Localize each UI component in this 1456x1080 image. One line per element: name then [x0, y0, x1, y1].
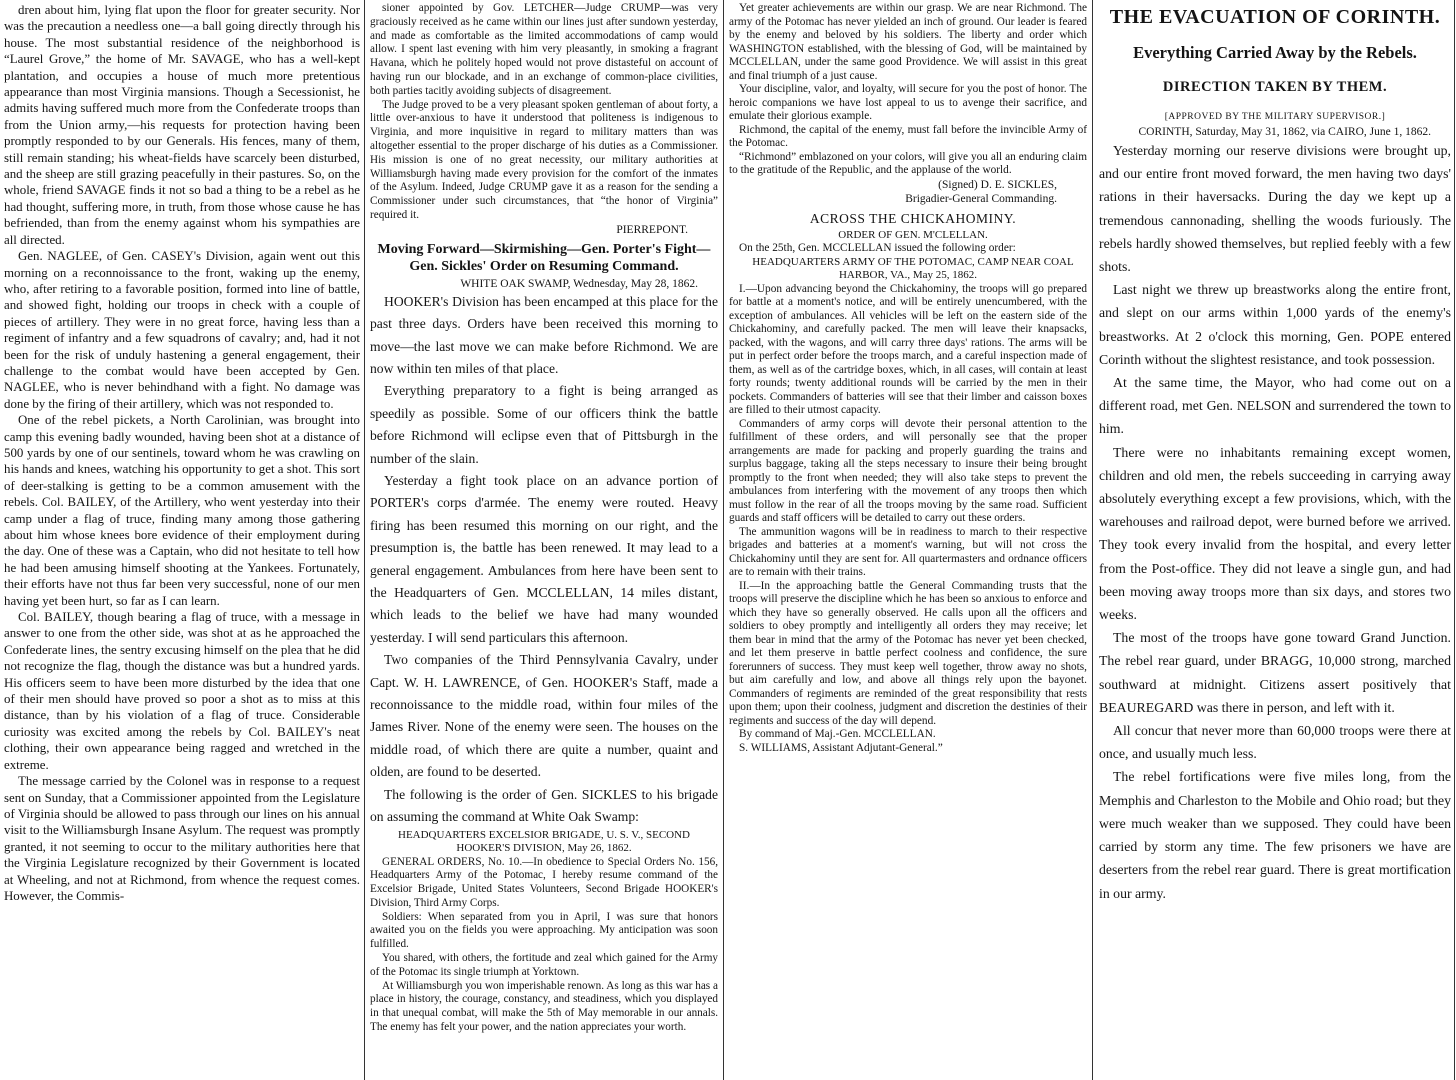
paragraph: Everything preparatory to a fight is being arranged as speedily as possible. Some of our officers think the battle before Richmond will eclipse even that of Pittsburgh in the number of the slain.: [370, 383, 718, 466]
column-1: [4, 2, 360, 904]
paragraph: HOOKER's Division has been encamped at this place for the past three days. Orders have been received this morning to move—the last move we can make before Richmond. We are now within ten miles of that place.: [370, 293, 718, 376]
paragraph: At Williamsburgh you won imperishable renown. As long as this war has a place in history, the courage, constancy, and steadiness, which you displayed in that unequal combat, will make the 5th of May memorable in our annals. The enemy has felt your power, and the nation appreciates your worth.: [370, 979, 718, 1034]
column-4: [1099, 2, 1451, 905]
paragraph: S. WILLIAMS, Assistant Adjutant-General.”: [739, 741, 943, 754]
paragraph: Gen. NAGLEE, of Gen. CASEY's Division, again went out this morning on a reconnoissance to the front, waking up the enemy, who, after retiring to a favorable position, formed into line of battle, and showed fight, holding our troops in check with a couple of pieces of artillery. They were in no great force, having less than a regiment of infantry and a few squadrons of cavalry; and, had it not been for the risk of unduly hastening a general engagement, their challenge to the combat would have been accepted by Gen. NAGLEE, who is never behindhand with a fight. No damage was done by the firing of their artillery, which was not responded to.: [4, 249, 360, 411]
paragraph: All concur that never more than 60,000 troops were there at once, and usually much less.: [1099, 723, 1451, 762]
paragraph: dren about him, lying flat upon the floor for greater security. Nor was the precaution a needless one—a ball going directly through his house. The most substantial residence of the neighborhood is “Laurel Grove,” the home of Mr. SAVAGE, who has a well-kept plantation, and occupies a house of much more pretentious appearance than most Virginia mansions. Though a Secessionist, he admits having suffered much more from the Confederate troops than from the Union army,—his requests for protection having been promptly responded to by our Generals. His fences, many of them, still remain standing; his wheat-fields have scarcely been disturbed, and the sheep are still grazing peacefully in their pastures. So, on the whole, friend SAVAGE finds it not so bad a thing to be a rebel as he had thought, suffering more, in truth, from those whose cause he has befriended, than from the enemy against whom his sympathies are all directed.: [4, 3, 360, 247]
editorial-note: [APPROVED BY THE MILITARY SUPERVISOR.]: [1164, 112, 1386, 122]
column-2: [370, 2, 718, 1035]
column-3: [729, 2, 1087, 755]
column-rule: [364, 0, 365, 1080]
paragraph: I.—Upon advancing beyond the Chickahominy, the troops will go prepared for battle at a moment's notice, and will be entirely unencumbered, with the exception of ambulances. All vehicles will be left on the eastern side of the Chickahominy, and carefully packed. The men will leave their knapsacks, packed, with the wagons, and will carry three days' rations. The arms will be put in perfect order before the troops march, and a careful inspection made of them, as well as of the cartridge boxes, which, in all cases, will contain at least forty rounds; twenty additional rounds will be carried by the men in their pockets. Commanders of batteries will see that their limber and caisson boxes are filled to their utmost capacity.: [729, 282, 1087, 416]
paragraph: Col. BAILEY, though bearing a flag of truce, with a message in answer to one from the other side, was shot at as he approached the Confederate lines, the sentry excusing himself on the plea that he did not recognize the flag, though the distance was but a hundred yards. His officers seem to have been more disturbed by the idea that one of their men should have proved so poor a shot as to miss at this distance, than by his violation of a flag of truce. Considerable curiosity was excited among the rebels by Col. BAILEY's neat clothing, their own appearance being ragged and wretched in the extreme.: [4, 610, 360, 772]
article-subhead: DIRECTION TAKEN BY THEM.: [1162, 79, 1388, 95]
paragraph: Commanders of army corps will devote their personal attention to the fulfillment of these orders, and will personally see that the proper arrangements are made for packing and properly guarding the trains and surplus baggage, taking all the steps necessary to insure their being brought promptly to the front when needed; they will also take steps to prevent the ambulances from interfering with the movement of any troops then which must follow in the rear of all the troops moving by the same road. Sufficient guards and staff officers will be detailed to carry out these orders.: [729, 417, 1087, 524]
paragraph: Richmond, the capital of the enemy, must fall before the invincible Army of the Potomac.: [729, 123, 1087, 149]
signature: (Signed) D. E. SICKLES,: [938, 178, 1057, 191]
paragraph: sioner appointed by Gov. LETCHER—Judge CRUMP—was very graciously received as he came within our lines just after sundown yesterday, and made as comfortable as the limited accommodations of camp would allow. I spent last evening with him very pleasantly, in smoking a fragrant Havana, which he politely hoped would not prove distasteful on account of having run our blockade, and in an exchange of common-place civilities, both parties tacitly avoiding subjects of disagreement.: [370, 2, 718, 97]
paragraph: The Judge proved to be a very pleasant spoken gentleman of about forty, a little over-anxious to have it understood that politeness is indigenous to Virginia, and more inquisitive in regard to military matters than was altogether essential to the proper discharge of his duties as a Commissioner. His mission is one of no great necessity, our military authorities at Williamsburgh having made every provision for the comfort of the inmates of the Asylum. Indeed, Judge CRUMP gave it as a reason for the sending a Commissioner under such circumstances, that “the honor of Virginia” required it.: [370, 98, 718, 221]
order-header: HEADQUARTERS ARMY OF THE POTOMAC, CAMP NEAR COAL HARBOR, VA., May 25, 1862.: [752, 255, 1074, 281]
dateline: WHITE OAK SWAMP, Wednesday, May 28, 1862.: [460, 277, 698, 290]
paragraph: By command of Maj.-Gen. MCCLELLAN.: [739, 728, 936, 740]
paragraph: Two companies of the Third Pennsylvania Cavalry, under Capt. W. H. LAWRENCE, of Gen. HOOKER's Staff, made a reconnoissance to the middle road, within four miles of the James River. None of the enemy were seen. The houses on the middle road, of which there are quite a number, quaint and olden, are found to be deserted.: [370, 652, 718, 780]
column-rule: [723, 0, 724, 1080]
order-header: HEADQUARTERS EXCELSIOR BRIGADE, U. S. V., SECOND HOOKER'S DIVISION, May 26, 1862.: [398, 828, 690, 854]
signature: Brigadier-General Commanding.: [905, 192, 1057, 205]
paragraph: One of the rebel pickets, a North Carolinian, was brought into camp this evening badly wounded, having been shot at a distance of 500 yards by one of our sentinels, toward whom he was crawling on his hands and knees, watching his opportunity to get a shot. This sort of deer-stalking is getting to be a common amusement with the rebels. Col. BAILEY, of the Artillery, who went yesterday into their camp under a flag of truce, finding many among those gathering about him whose knees bore evidence of their employment during the day. One of these was a Captain, who did not hesitate to tell how he had been amusing himself shooting at the Yankees. Fortunately, their efforts have not thus far been very successful, none of our men having yet been hurt, so far as I can learn.: [4, 413, 360, 608]
column-rule: [1092, 0, 1093, 1080]
paragraph: At the same time, the Mayor, who had come out on a different road, met Gen. NELSON and surrendered the town to him.: [1099, 375, 1451, 437]
paragraph: II.—In the approaching battle the General Commanding trusts that the troops will preserve the discipline which he has been so anxious to enforce and which they have so generally observed. He calls upon all the officers and soldiers to obey promptly and intelligently all orders they may receive; let them bear in mind that the army of the Potomac has never yet been checked, and let them preserve in battle perfect coolness and confidence, the sure forerunners of success. They must keep well together, throw away no shots, but aim carefully and low, and above all things rely upon the bayonet. Commanders of regiments are reminded of the great responsibility that rests upon them; upon their coolness, judgment and discretion the destinies of their regiments and success of the day will depend.: [729, 579, 1087, 727]
article-subtitle: Everything Carried Away by the Rebels.: [1133, 43, 1417, 62]
paragraph: The message carried by the Colonel was in response to a request sent on Sunday, that a Commissioner appointed from the Legislature of Virginia should be allowed to pass through our lines on his annual visit to the Williamsburgh Insane Asylum. The request was promptly granted, it not seeming to occur to the military authorities here that the Virginia Legislature recognized by their Government is located at Wheeling, and not at Richmond, from whence the request comes. However, the Commis-: [4, 774, 360, 903]
section-heading: Moving Forward—Skirmishing—Gen. Porter's Fight—Gen. Sickles' Order on Resuming Command.: [377, 241, 711, 274]
paragraph: Yet greater achievements are within our grasp. We are near Richmond. The army of the Potomac has never yielded an inch of ground. Our leader is feared by the enemy and beloved by his soldiers. The liberty and order which WASHINGTON established, with the blessing of God, will be maintained by MCCLELLAN, under the same good Providence. We will assist in this great and final triumph of a just cause.: [729, 2, 1087, 82]
paragraph: You shared, with others, the fortitude and zeal which gained for the Army of the Potomac its single triumph at Yorktown.: [370, 952, 718, 978]
paragraph: Yesterday a fight took place on an advance portion of PORTER's corps d'armée. The enemy were routed. Heavy firing has been resumed this morning on our right, and the presumption is, the battle has been renewed. It may lead to a general engagement. Ambulances from here have been sent to the Headquarters of Gen. MCCLELLAN, 14 miles distant, which leads to the belief we have had many wounded yesterday. I will send particulars this afternoon.: [370, 473, 718, 645]
signature: PIERREPONT.: [616, 223, 688, 236]
paragraph: The following is the order of Gen. SICKLES to his brigade on assuming the command at White Oak Swamp:: [370, 786, 718, 825]
paragraph: Soldiers: When separated from you in April, I was sure that honors awaited you on the fields you were approaching. My anticipation was soon fulfilled.: [370, 910, 718, 951]
paragraph: Last night we threw up breastworks along the entire front, and slept on our arms within 1,000 yards of the enemy's breastworks. At 2 o'clock this morning, Gen. POPE entered Corinth without the slightest resistance, and took possession.: [1099, 282, 1451, 367]
dateline: CORINTH, Saturday, May 31, 1862, via CAIRO, June 1, 1862.: [1138, 126, 1431, 138]
paragraph: The rebel fortifications were five miles long, from the Memphis and Charleston to the Mobile and Ohio road; but they were much weaker than we supposed. They could have been carried by storm any time. The few prisoners we have are deserters from the rebel rear guard. There is great mortification in our army.: [1099, 769, 1451, 901]
article-title: THE EVACUATION OF CORINTH.: [1109, 6, 1441, 28]
paragraph: There were no inhabitants remaining except women, children and old men, the rebels succeeding in carrying away absolutely everything except a few provisions, which, with the warehouses and railroad depot, were burned before we arrived. They took every invalid from the hospital, and every letter from the Post-office. They did not leave a single gun, and had been moving away troops more than six days, and stores two weeks.: [1099, 444, 1451, 623]
paragraph: GENERAL ORDERS, No. 10.—In obedience to Special Orders No. 156, Headquarters Army of the Potomac, I hereby resume command of the Excelsior Brigade, United States Volunteers, Second Brigade HOOKER's Division, Third Army Corps.: [370, 855, 718, 909]
section-heading: ACROSS THE CHICKAHOMINY.: [809, 210, 1017, 226]
paragraph: Yesterday morning our reserve divisions were brought up, and our entire front moved forward, the men having two days' rations in their haversacks. During the day we kept up a tremendous cannonading, shelling the woods furiously. The rebels hardly showed themselves, but replied feebly with a few shots.: [1099, 143, 1451, 275]
paragraph: The most of the troops have gone toward Grand Junction. The rebel rear guard, under BRAGG, 10,000 strong, marched southward at midnight. Citizens assert positively that BEAUREGARD was there in person, and left with it.: [1099, 630, 1451, 715]
paragraph: The ammunition wagons will be in readiness to march to their respective brigades and batteries at a moment's warning, but will not cross the Chickahominy until they are sent for. All quartermasters and ordnance officers are to remain with their trains.: [729, 525, 1087, 578]
paragraph: Your discipline, valor, and loyalty, will secure for you the post of honor. The heroic companions we have lost appeal to us to avenge their sacrifice, and emulate their glorious example.: [729, 83, 1087, 122]
column-rule: [1454, 0, 1455, 1080]
order-header: ORDER OF GEN. M'CLELLAN.: [838, 228, 988, 241]
paragraph: “Richmond” emblazoned on your colors, will give you all an enduring claim to the gratitude of the Republic, and the applause of the world.: [729, 150, 1087, 176]
paragraph: On the 25th, Gen. MCCLELLAN issued the following order:: [739, 242, 1016, 254]
